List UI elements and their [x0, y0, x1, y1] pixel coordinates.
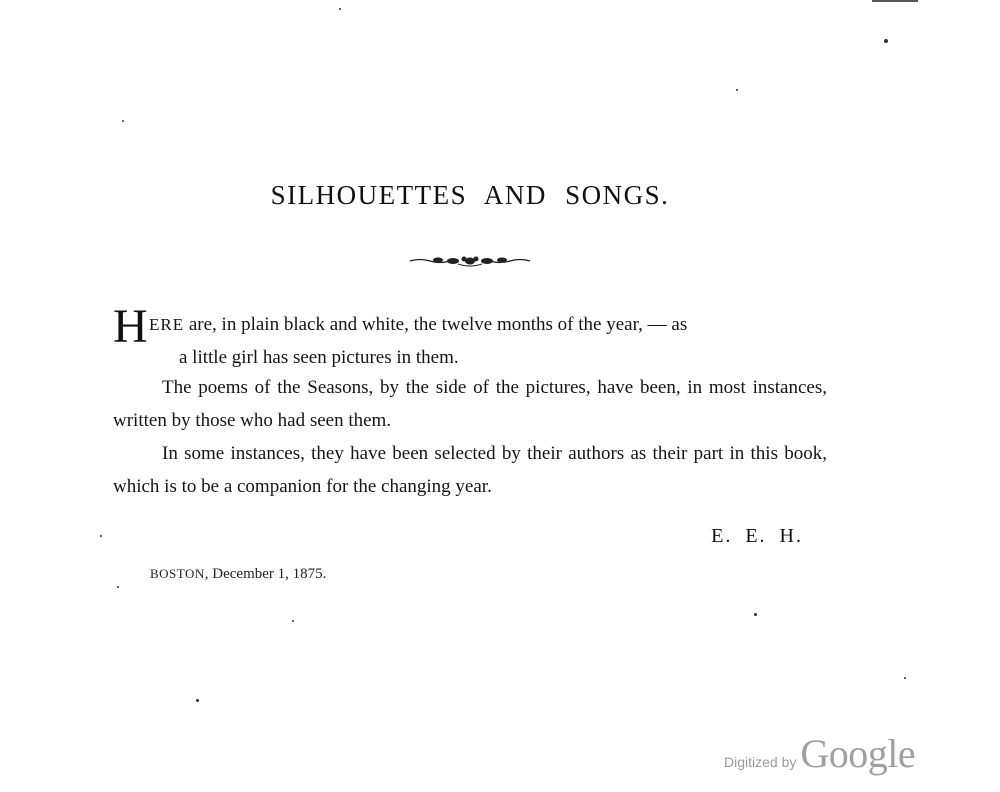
page-title: SILHOUETTES AND SONGS. — [270, 180, 670, 210]
intro-line-1 — [149, 308, 827, 341]
author-initials: E. E. H. — [711, 525, 803, 547]
scan-speck — [904, 677, 906, 679]
intro-line-1-text: are, in plain black and white, the twelve months of the year, — as — [184, 314, 688, 335]
scan-speck — [196, 699, 199, 702]
google-logo: Google — [800, 731, 916, 776]
scan-speck — [754, 613, 757, 616]
dateline-date: , December 1, 1875. — [204, 566, 327, 582]
scan-speck — [292, 620, 294, 622]
dateline — [150, 566, 326, 583]
scan-speck — [100, 535, 102, 537]
watermark-prefix: Digitized by — [724, 754, 797, 770]
scan-speck — [117, 586, 119, 588]
paragraph-seasons: The poems of the Seasons, by the side of the pictures, have been, in most instances, written by those who had seen them. — [113, 377, 827, 431]
intro-line-2: a little girl has seen pictures in them. — [179, 347, 459, 368]
dateline-place: BOSTON — [150, 566, 205, 581]
scan-edge-mark — [872, 0, 918, 2]
drop-cap: H — [113, 300, 148, 353]
scan-speck — [884, 39, 888, 43]
scan-speck — [122, 120, 124, 122]
intro-small-caps: ERE — [149, 315, 185, 334]
google-watermark — [724, 730, 915, 780]
paragraph-selection: In some instances, they have been selected by their authors as their part in this book, which is to be a companion for the changing year. — [113, 443, 827, 497]
scan-speck — [339, 8, 341, 10]
ornament-divider — [408, 252, 532, 268]
scan-speck — [736, 89, 738, 91]
